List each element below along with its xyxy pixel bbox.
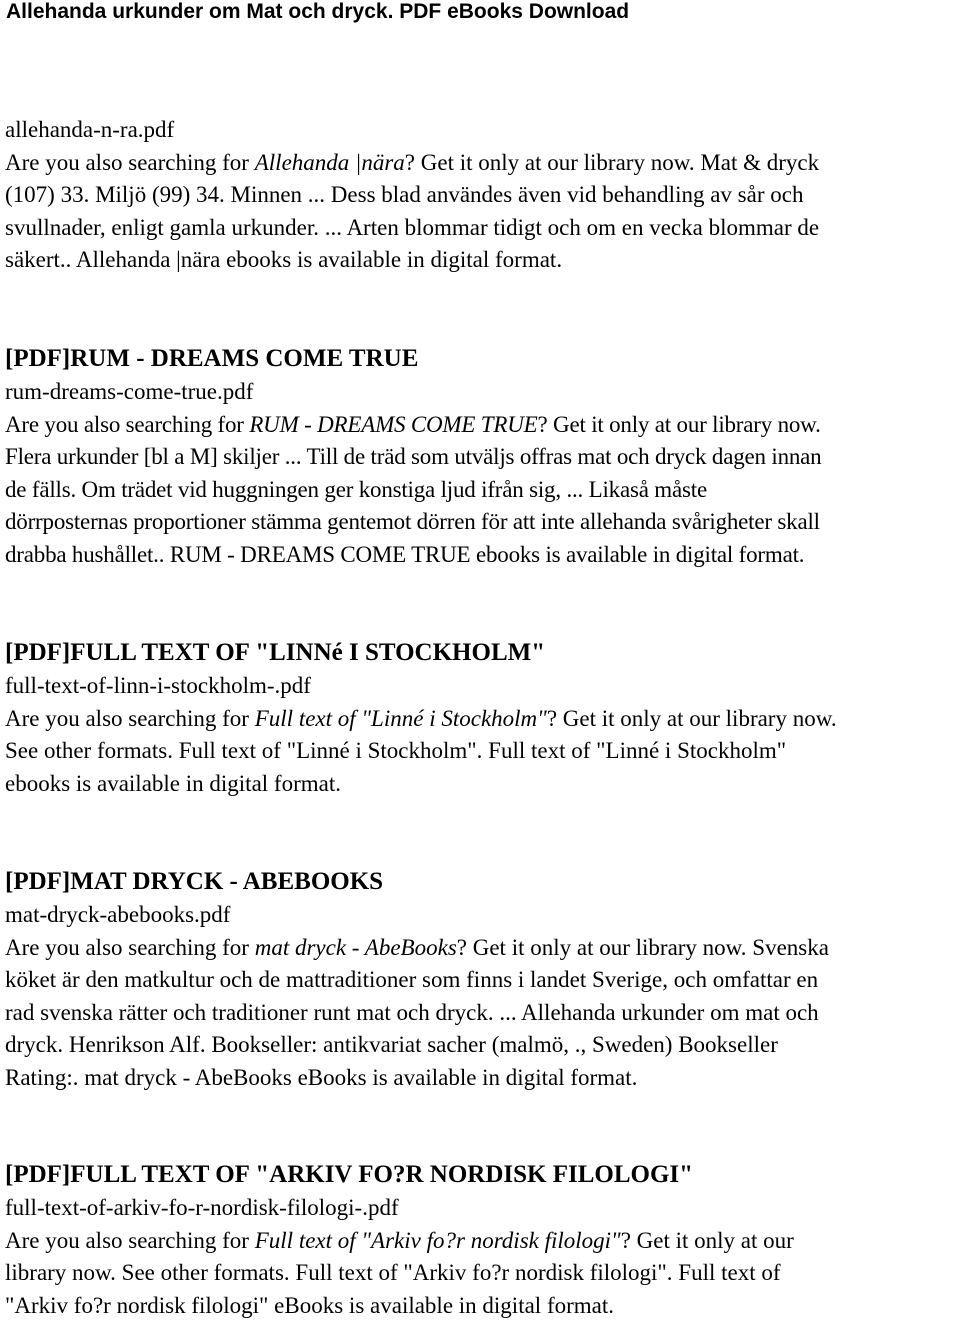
- result-line: [5, 147, 955, 180]
- result-text: ? Get it only at our library now.: [546, 705, 837, 731]
- result-search-term: Full text of "Linné i Stockholm": [254, 705, 547, 731]
- result-text: Are you also searching for: [5, 705, 255, 731]
- result-line: dryck. Henrikson Alf. Bookseller: antikvariat sacher (malmö, ., Sweden) Bookseller: [5, 1032, 778, 1058]
- result-search-term: Full text of "Arkiv fo?r nordisk filologi": [254, 1227, 621, 1253]
- result-filename[interactable]: full-text-of-linn-i-stockholm-.pdf: [5, 673, 311, 698]
- result-line: (107) 33. Miljö (99) 34. Minnen ... Dess blad användes även vid behandling av sår och: [5, 182, 804, 208]
- result-line: rad svenska rätter och traditioner runt mat och dryck. ... Allehanda urkunder om mat och: [5, 999, 819, 1025]
- page-header-title: Allehanda urkunder om Mat och dryck. PDF eBooks Download: [6, 0, 630, 23]
- result-filename[interactable]: allehanda-n-ra.pdf: [5, 117, 175, 142]
- result-filename[interactable]: rum-dreams-come-true.pdf: [5, 379, 254, 404]
- result-search-term: RUM - DREAMS COME TRUE: [249, 411, 538, 437]
- result-line: köket är den matkultur och de mattraditioner som finns i landet Sverige, och omfattar en: [5, 967, 819, 993]
- result-line: [5, 409, 955, 442]
- result-entry-abebooks: [5, 865, 955, 1095]
- result-search-term: Allehanda |nära: [254, 149, 405, 175]
- result-line: See other formats. Full text of "Linné i Stockholm". Full text of "Linné i Stockholm": [5, 738, 787, 764]
- result-entry-allehanda: [5, 114, 955, 277]
- result-text: ? Get it only at our library now. Mat & dryck: [404, 149, 820, 175]
- result-title[interactable]: [PDF]RUM - DREAMS COME TRUE: [5, 345, 419, 372]
- result-line: drabba hushållet.. RUM - DREAMS COME TRUE ebooks is available in digital format.: [5, 541, 805, 567]
- result-text: Are you also searching for: [5, 411, 250, 437]
- result-search-term: mat dryck - AbeBooks: [254, 934, 457, 960]
- result-line: dörrposternas proportioner stämma gentemot dörren för att inte allehanda svårigheter skall: [5, 509, 820, 535]
- result-line: library now. See other formats. Full text of "Arkiv fo?r nordisk filologi". Full text of: [5, 1260, 781, 1286]
- result-text: ? Get it only at our: [620, 1227, 794, 1253]
- result-title[interactable]: [PDF]FULL TEXT OF "ARKIV FO?R NORDISK FILOLOGI": [5, 1161, 694, 1188]
- result-text: Are you also searching for: [5, 149, 255, 175]
- result-text: ? Get it only at our library now.: [537, 411, 821, 437]
- result-line: svullnader, enligt gamla urkunder. ... Arten blommar tidigt och om en vecka blommar de: [5, 214, 820, 240]
- result-line: [5, 1225, 955, 1258]
- result-line: säkert.. Allehanda |nära ebooks is available in digital format.: [5, 247, 563, 273]
- result-line: ebooks is available in digital format.: [5, 770, 341, 796]
- result-line: de fälls. Om trädet vid huggningen ger konstiga ljud ifrån sig, ... Likaså måste: [5, 476, 707, 502]
- result-line: [5, 932, 955, 965]
- result-line: Flera urkunder [bl a M] skiljer ... Till de träd som utväljs offras mat och dryck dagen innan: [5, 444, 822, 470]
- result-title[interactable]: [PDF]MAT DRYCK - ABEBOOKS: [5, 868, 384, 895]
- result-entry-linne: [5, 636, 955, 800]
- result-line: [5, 703, 955, 736]
- result-filename[interactable]: full-text-of-arkiv-fo-r-nordisk-filologi-.pdf: [5, 1195, 399, 1220]
- result-filename[interactable]: mat-dryck-abebooks.pdf: [5, 902, 231, 927]
- result-text: ? Get it only at our library now. Svenska: [456, 934, 829, 960]
- result-line: Rating:. mat dryck - AbeBooks eBooks is available in digital format.: [5, 1064, 638, 1090]
- result-entry-arkiv: [5, 1158, 955, 1322]
- result-entry-rum: [5, 342, 955, 572]
- result-text: Are you also searching for: [5, 934, 255, 960]
- result-title[interactable]: [PDF]FULL TEXT OF "LINNé I STOCKHOLM": [5, 639, 546, 666]
- result-line: "Arkiv fo?r nordisk filologi" eBooks is available in digital format.: [5, 1292, 614, 1318]
- result-text: Are you also searching for: [5, 1227, 255, 1253]
